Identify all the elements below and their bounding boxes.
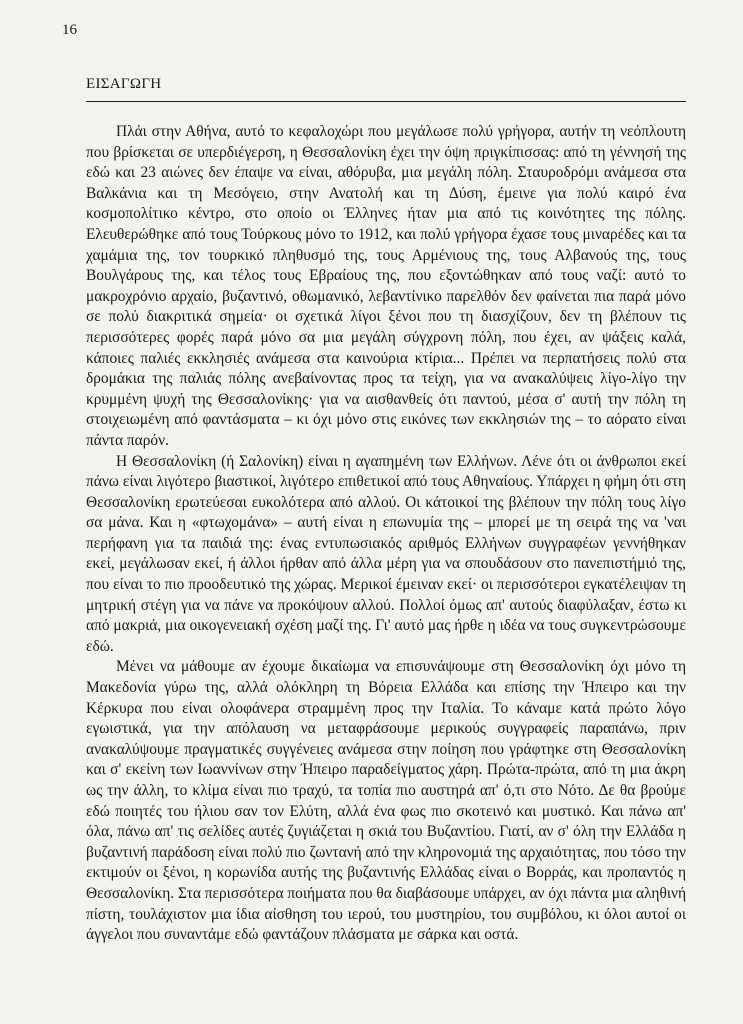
- title-rule: [86, 101, 686, 102]
- paragraph-2: Η Θεσσαλονίκη (ή Σαλονίκη) είναι η αγαπημένη των Ελλήνων. Λένε ότι οι άνθρωποι εκεί πάνω είναι λιγότερο βιαστικοί, λιγότερο επιθετικοί από τους Αθηναίους. Υπάρχει η φήμη ότι στη Θεσσαλονίκη ερωτεύεσαι ευκολότερα από αλλού. Οι κάτοικοί της βλέπουν την πόλη τους λίγο σα μάνα. Και η «φτωχομάνα» – αυτή είναι η επωνυμία της – μπορεί με τη σειρά της να 'ναι περήφανη για τα παιδιά της: ένας εντυπωσιακός αριθμός Ελλήνων συγγραφέων γεννήθηκαν εκεί, μεγάλωσαν εκεί, ή άλλοι ήρθαν από άλλα μέρη για να σπουδάσουν στο πανεπιστήμιό της, που είναι το πιο προοδευτικό της χώρας. Μερικοί έμειναν εκεί· οι περισσότεροι εγκατέλειψαν τη μητρική στέγη για να πάνε να προκόψουν αλλού. Πολλοί όμως απ' αυτούς διαφύλαξαν, έστω κι από μακριά, μια οικογενειακή σχέση μαζί της. Γι' αυτό μας ήρθε η ιδέα να τους συγκεντρώσουμε εδώ.: [86, 452, 686, 655]
- page-number: 16: [62, 22, 77, 38]
- paragraph-1: Πλάι στην Αθήνα, αυτό το κεφαλοχώρι που μεγάλωσε πολύ γρήγορα, αυτήν τη νεόπλουτη που βρίσκεται σε υπερδιέγερση, η Θεσσαλονίκη έχει την όψη πριγκίπισσας: από τη γέννησή της εδώ και 23 αιώνες δεν έπαψε να είναι, αθόρυβα, μια μεγάλη πόλη. Σταυροδρόμι ανάμεσα στα Βαλκάνια και τη Μεσόγειο, στην Ανατολή και τη Δύση, έμεινε για πολύ καιρό ένα κοσμοπολίτικο κέντρο, στο οποίο οι Έλληνες ήταν μια από τις κοινότητες της πόλης. Ελευθερώθηκε από τους Τούρκους μόνο το 1912, και πολύ γρήγορα έχασε τους μιναρέδες και τα χαμάμια της, τον τουρκικό πληθυσμό της, τους Αρμένιους της, τους Αλβανούς της, τους Βουλγάρους της, και τέλος τους Εβραίους της, που εξοντώθηκαν από τους ναζί: αυτό το μακροχρόνιο αρχαίο, βυζαντινό, οθωμανικό, λεβαντίνικο παρελθόν δεν φαίνεται πια παρά μόνο σε πολύ διακριτικά σημεία· οι σχετικά λίγοι ξένοι που τη διασχίζουν, δεν τη βλέπουν τις περισσότερες φορές παρά μόνο σα μια μεγάλη σύγχρονη πόλη, που έχει, αν ψάξεις καλά, κάποιες παλιές εκκλησιές ανάμεσα στα καινούρια κτίρια... Πρέπει να περπατήσεις πολύ στα δρομάκια της παλιάς πόλης ανεβαίνοντας προς τα τείχη, για να ανακαλύψεις λίγο-λίγο την κρυμμένη ψυχή της Θεσσαλονίκης· για να αισθανθείς ότι παντού, μέσα σ' αυτή την πόλη τη στοιχειωμένη από φαντάσματα – κι όχι μόνο στις εικόνες των εκκλησιών της – το αόρατο είναι πάντα παρόν.: [86, 123, 686, 449]
- section-title: ΕΙΣΑΓΩΓΗ: [86, 76, 162, 92]
- paragraph-3: Μένει να μάθουμε αν έχουμε δικαίωμα να επισυνάψουμε στη Θεσσαλονίκη όχι μόνο τη Μακεδονία γύρω της, αλλά ολόκληρη τη Βόρεια Ελλάδα και επίσης την Ήπειρο και την Κέρκυρα που είναι ολοφάνερα στραμμένη προς την Ιταλία. Το κάναμε κατά πρώτο λόγο εγωιστικά, για την απόλαυση να μεταφράσουμε μερικούς συγγραφείς παραπάνω, πριν ανακαλύψουμε πραγματικές συγγένειες ανάμεσα στην ποίηση που γράφτηκε στη Θεσσαλονίκη και σ' εκείνη των Ιωαννίνων στην Ήπειρο παραδείγματος χάρη. Πρώτα-πρώτα, από τη μια άκρη ως την άλλη, το κλίμα είναι πιο τραχύ, τα τοπία πιο αυστηρά απ' ό,τι στο Νότο. Δε θα βρούμε εδώ ποιητές του ήλιου σαν τον Ελύτη, αλλά ένα φως πιο σκοτεινό και μυστικό. Και πάνω απ' όλα, πάνω απ' τις σελίδες αυτές ζυγιάζεται η σκιά του Βυζαντίου. Γιατί, αν σ' όλη την Ελλάδα η βυζαντινή παράδοση είναι πολύ πιο ζωντανή από την κληρονομιά της αρχαιότητας, που τόσο την εκτιμούν οι ξένοι, η κορωνίδα αυτής της βυζαντινής Ελλάδας είναι ο Βορράς, και προπαντός η Θεσσαλονίκη. Στα περισσότερα ποιήματα που θα διαβάσουμε υπάρχει, αν όχι πάντα μια αληθινή πίστη, τουλάχιστον μια ίδια αίσθηση του ιερού, του μυστηρίου, του συμβόλου, κι όλοι αυτοί οι άγγελοι που συναντάμε εδώ φαντάζουν πλάσματα με σάρκα και οστά.: [86, 658, 686, 944]
- body-text: [86, 122, 686, 946]
